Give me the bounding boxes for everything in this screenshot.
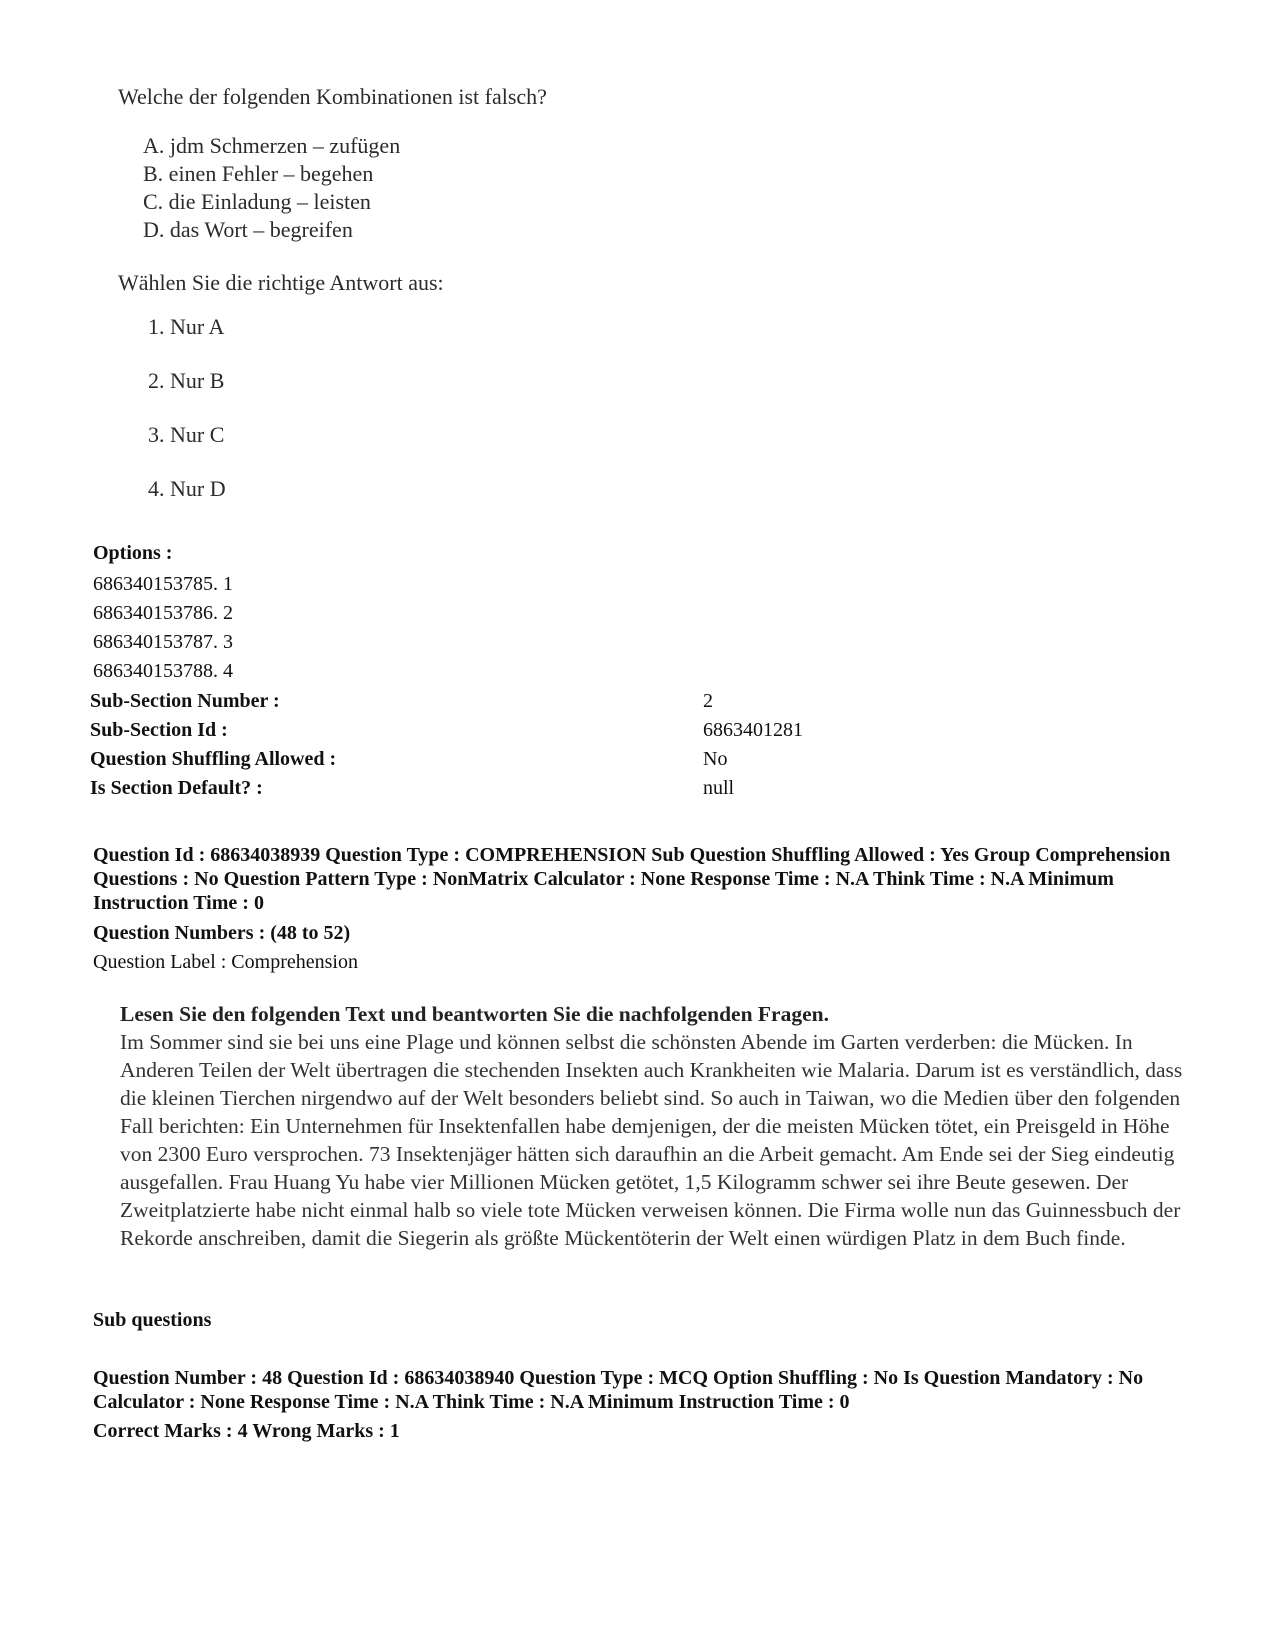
subsection-number-label: Sub-Section Number :	[90, 690, 280, 712]
combination-item: C. die Einladung – leisten	[143, 189, 371, 214]
option-item: 686340153788. 4	[93, 660, 233, 682]
combination-item: B. einen Fehler – begehen	[143, 161, 374, 186]
option-item: 686340153787. 3	[93, 631, 233, 653]
sub-questions-heading: Sub questions	[93, 1309, 212, 1331]
comprehension-question-info: Question Id : 68634038939 Question Type : COMPREHENSION Sub Question Shuffling Allowed : Yes Group Comprehension Questions : No Question Pattern Type : NonMatrix Calculator : None Response Time : N.A Think Time : N.A Minimum Instruction Time : 0	[93, 844, 1171, 914]
question-label: Question Label : Comprehension	[93, 951, 358, 973]
combination-list	[143, 132, 400, 244]
option-item: 686340153786. 2	[93, 602, 233, 624]
marks-info: Correct Marks : 4 Wrong Marks : 1	[93, 1420, 400, 1442]
passage-title: Lesen Sie den folgenden Text und beantworten Sie die nachfolgenden Fragen.	[120, 1002, 829, 1026]
section-default-label: Is Section Default? :	[90, 777, 263, 799]
question-numbers: Question Numbers : (48 to 52)	[93, 922, 351, 944]
section-default-value: null	[703, 777, 735, 799]
question-shuffling-value: No	[703, 748, 728, 770]
answer-choice: 2. Nur B	[148, 368, 225, 393]
combination-item: A. jdm Schmerzen – zufügen	[143, 133, 401, 158]
combination-item: D. das Wort – begreifen	[143, 217, 353, 242]
subsection-id-label: Sub-Section Id :	[90, 719, 228, 741]
reading-passage	[120, 1000, 1200, 1252]
passage-body: Im Sommer sind sie bei uns eine Plage und können selbst die schönsten Abende im Garten verderben: die Mücken. In Anderen Teilen der Welt übertragen die stechenden Insekten auch Krankheiten wie Malaria. Darum ist es verständlich, dass die kleinen Tierchen nirgendwo auf der Welt besonders beliebt sind. So auch in Taiwan, wo die Medien über den folgenden Fall berichten: Ein Unternehmen für Insektenfallen habe demjenigen, der die meisten Mücken tötet, ein Preisgeld in Höhe von 2300 Euro versprochen. 73 Insektenjäger hätten sich daraufhin an die Arbeit gemacht. Am Ende sei der Sieg eindeutig ausgefallen. Frau Huang Yu habe vier Millionen Mücken getötet, 1,5 Kilogramm schwer sei ihre Beute gesewen. Der Zweitplatzierte habe nicht einmal halb so viele tote Mücken verweisen können. Die Firma wolle nun das Guinnessbuch der Rekorde anschreiben, damit die Siegerin als größte Mückentöterin der Welt einen würdigen Platz in dem Buch finde.	[120, 1030, 1183, 1250]
question-prompt: Wählen Sie die richtige Antwort aus:	[118, 270, 444, 295]
answer-choice: 4. Nur D	[148, 476, 226, 501]
answer-choice: 3. Nur C	[148, 422, 225, 447]
options-list	[93, 570, 233, 686]
answer-choice: 1. Nur A	[148, 314, 225, 339]
question-heading: Welche der folgenden Kombinationen ist falsch?	[118, 84, 547, 109]
option-item: 686340153785. 1	[93, 573, 233, 595]
subsection-id-value: 6863401281	[703, 719, 803, 741]
question-shuffling-label: Question Shuffling Allowed :	[90, 748, 337, 770]
options-label: Options :	[93, 542, 173, 564]
question-48-info: Question Number : 48 Question Id : 68634038940 Question Type : MCQ Option Shuffling : No Is Question Mandatory : No Calculator : None Response Time : N.A Think Time : N.A Minimum Instruction Time : 0	[93, 1367, 1144, 1413]
subsection-number-value: 2	[703, 690, 713, 712]
